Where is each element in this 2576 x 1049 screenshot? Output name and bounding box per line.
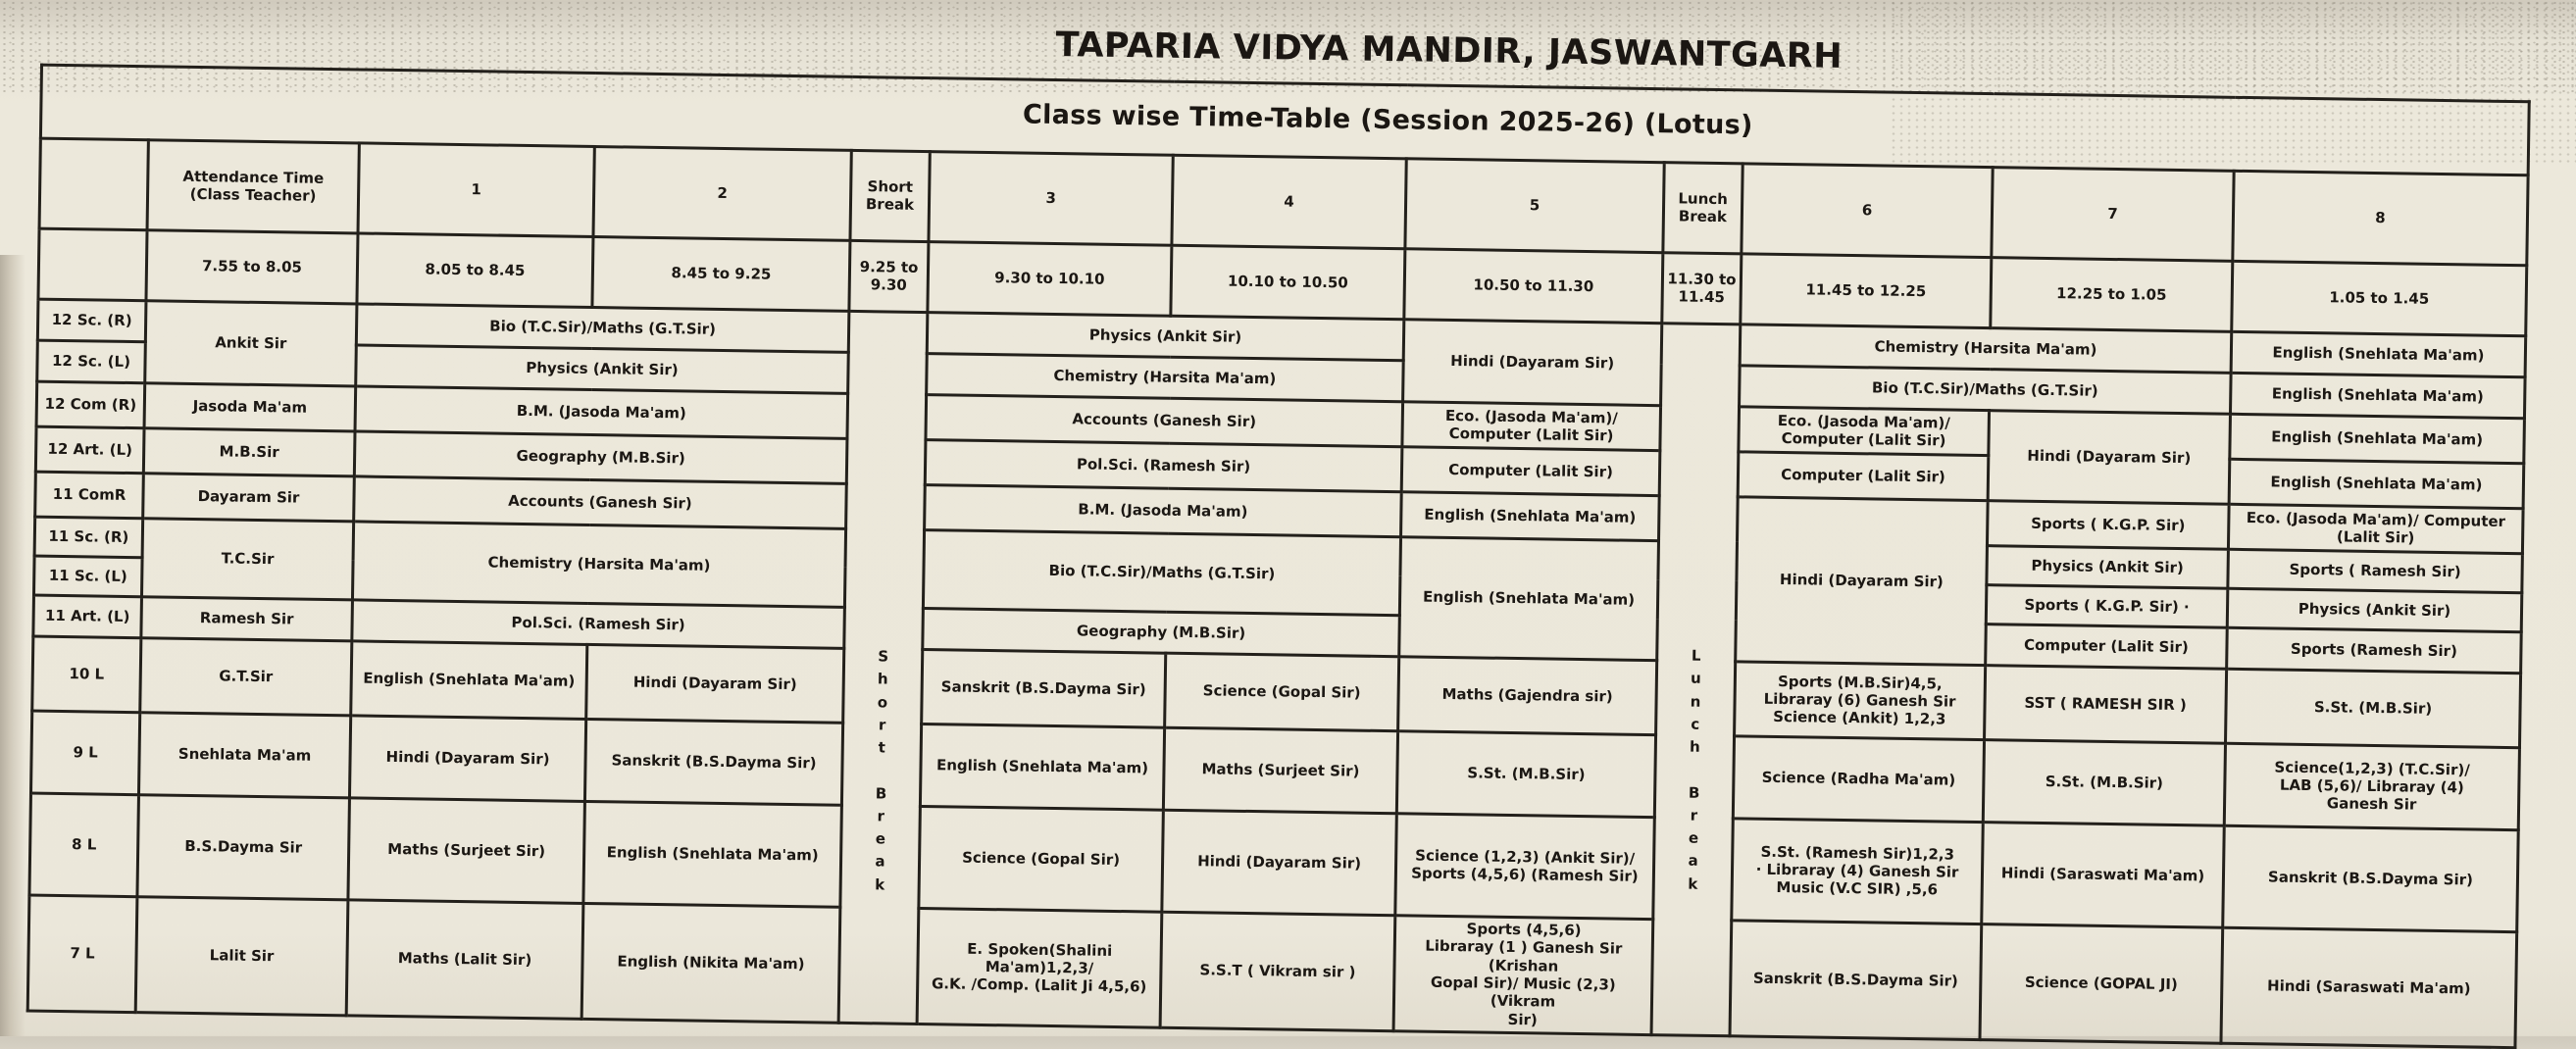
- teacher-cell: Dayaram Sir: [143, 473, 355, 521]
- lunch-break-column-text: L u n c h B r e a k: [1688, 646, 1701, 893]
- subject-cell: E. Spoken(Shalini Ma'am)1,2,3/ G.K. /Comp. (Lalit Ji 4,5,6): [917, 908, 1162, 1027]
- subject-cell: Science (Radha Ma'am): [1733, 735, 1984, 822]
- subject-cell: English (Snehlata Ma'am): [2229, 459, 2524, 508]
- subject-cell: Bio (T.C.Sir)/Maths (G.T.Sir): [1740, 365, 2232, 413]
- subject-cell: Science (1,2,3) (Ankit Sir)/ Sports (4,5,6) (Ramesh Sir): [1395, 813, 1655, 919]
- subject-cell: S.St. (M.B.Sir): [1983, 739, 2225, 825]
- subject-cell: Hindi (Dayaram Sir): [586, 644, 844, 723]
- class-label: 11 Sc. (R): [34, 517, 143, 558]
- subject-cell: Bio (T.C.Sir)/Maths (G.T.Sir): [923, 529, 1400, 615]
- timetable-body: [27, 299, 2525, 1048]
- short-break-column: [838, 311, 928, 1024]
- subject-cell: Sports (4,5,6) Libraray (1 ) Ganesh Sir (Krishan Gopal Sir)/ Music (2,3) (Vikram Sir): [1393, 915, 1653, 1034]
- period-header: 3: [929, 151, 1173, 245]
- teacher-cell: M.B.Sir: [143, 427, 355, 475]
- subject-cell: SST ( RAMESH SIR ): [1985, 665, 2227, 743]
- subject-cell: Hindi (Saraswati Ma'am): [2221, 927, 2517, 1047]
- school-title: TAPARIA VIDYA MANDIR, JASWANTGARH: [1055, 25, 1844, 76]
- subject-cell: Eco. (Jasoda Ma'am)/ Computer (Lalit Sir): [1402, 401, 1661, 450]
- lunch-break-header: Lunch Break: [1663, 162, 1743, 253]
- subject-cell: English (Snehlata Ma'am): [920, 724, 1164, 810]
- subject-cell: S.St. (Ramesh Sir)1,2,3 · Libraray (4) Ganesh Sir Music (V.C SIR) ,5,6: [1732, 818, 1984, 924]
- subject-cell: Sports (M.B.Sir)4,5, Libraray (6) Ganesh Sir Science (Ankit) 1,2,3: [1735, 661, 1986, 739]
- subject-cell: English (Nikita Ma'am): [581, 903, 840, 1023]
- subject-cell: Sports (Ramesh Sir): [2227, 627, 2522, 673]
- subject-cell: English (Snehlata Ma'am): [351, 640, 587, 719]
- subject-cell: Sports ( K.G.P. Sir) ·: [1986, 584, 2228, 627]
- subject-cell: Science (Gopal Sir): [919, 806, 1164, 912]
- time-cell: 8.45 to 9.25: [592, 236, 850, 311]
- subject-cell: Geography (M.B.Sir): [923, 608, 1400, 656]
- class-label: 10 L: [32, 636, 141, 713]
- period-header: 7: [1992, 167, 2234, 261]
- subject-cell: Hindi (Dayaram Sir): [1736, 496, 1988, 665]
- time-cell: 9.25 to 9.30: [849, 240, 929, 312]
- corner-cell: [39, 138, 148, 230]
- class-label: 11 Sc. (L): [34, 556, 143, 597]
- subject-cell: Sports ( K.G.P. Sir): [1987, 500, 2229, 549]
- attendance-header: Attendance Time (Class Teacher): [147, 139, 359, 232]
- subject-cell: Hindi (Dayaram Sir): [1988, 410, 2230, 504]
- time-cell: 1.05 to 1.45: [2232, 261, 2527, 335]
- teacher-cell: T.C.Sir: [141, 518, 353, 599]
- timetable-header: [38, 65, 2529, 335]
- class-label: 11 ComR: [35, 472, 144, 519]
- period-header: 2: [593, 146, 851, 240]
- subject-cell: English (Snehlata Ma'am): [583, 801, 842, 907]
- subject-cell: Hindi (Dayaram Sir): [349, 715, 585, 801]
- subject-cell: Hindi (Dayaram Sir): [1403, 319, 1662, 405]
- subject-cell: Accounts (Ganesh Sir): [354, 475, 847, 527]
- time-cell: 8.05 to 8.45: [357, 232, 593, 307]
- subject-cell: Sanskrit (B.S.Dayma Sir): [922, 649, 1166, 727]
- subject-cell: English (Snehlata Ma'am): [2231, 331, 2526, 376]
- subject-cell: Maths (Lalit Sir): [346, 899, 583, 1019]
- timetable: [26, 64, 2531, 1049]
- subject-cell: Maths (Gajendra sir): [1398, 656, 1657, 734]
- subject-cell: English (Snehlata Ma'am): [2230, 414, 2525, 463]
- subject-cell: Pol.Sci. (Ramesh Sir): [925, 439, 1402, 491]
- period-header: 6: [1742, 163, 1993, 257]
- timetable-subtitle: Class wise Time-Table (Session 2025-26) (Lotus): [40, 65, 2529, 175]
- period-header: 8: [2233, 171, 2528, 265]
- subject-cell: B.M. (Jasoda Ma'am): [355, 385, 848, 437]
- subject-cell: Sanskrit (B.S.Dayma Sir): [2223, 825, 2519, 931]
- subject-cell: Chemistry (Harsita Ma'am): [1740, 324, 2232, 372]
- subject-cell: S.St. (M.B.Sir): [2226, 669, 2521, 747]
- teacher-cell: Lalit Sir: [135, 896, 348, 1015]
- class-label: 12 Art. (L): [35, 426, 144, 474]
- subject-cell: Computer (Lalit Sir): [1738, 451, 1989, 500]
- subject-cell: S.S.T ( Vikram sir ): [1160, 912, 1395, 1031]
- class-label: 12 Sc. (L): [37, 340, 146, 383]
- subject-cell: Science(1,2,3) (T.C.Sir)/ LAB (5,6)/ Libraray (4) Ganesh Sir: [2224, 743, 2519, 829]
- subject-cell: Sanskrit (B.S.Dayma Sir): [1730, 920, 1982, 1039]
- teacher-cell: G.T.Sir: [140, 637, 352, 715]
- class-label: 9 L: [31, 711, 140, 795]
- teacher-cell: Ramesh Sir: [141, 596, 353, 640]
- lunch-break-column: [1651, 323, 1741, 1035]
- time-cell: 12.25 to 1.05: [1991, 257, 2233, 331]
- corner-cell: [38, 228, 147, 301]
- teacher-cell: B.S.Dayma Sir: [137, 794, 350, 899]
- time-cell: 11.30 to 11.45: [1662, 252, 1742, 324]
- subject-cell: Computer (Lalit Sir): [1986, 624, 2228, 669]
- subject-cell: English (Snehlata Ma'am): [2230, 373, 2525, 418]
- time-cell: 10.10 to 10.50: [1171, 245, 1405, 320]
- teacher-cell: Jasoda Ma'am: [144, 382, 356, 430]
- subject-cell: Physics (Ankit Sir): [927, 312, 1404, 360]
- class-label: 11 Art. (L): [33, 595, 142, 638]
- subject-cell: Physics (Ankit Sir): [2227, 588, 2522, 631]
- subject-cell: English (Snehlata Ma'am): [1399, 536, 1659, 660]
- subject-cell: Physics (Ankit Sir): [356, 344, 849, 392]
- teacher-cell: Snehlata Ma'am: [138, 712, 350, 797]
- subject-cell: B.M. (Jasoda Ma'am): [925, 484, 1402, 536]
- period-header: 1: [358, 142, 594, 236]
- subject-cell: Chemistry (Harsita Ma'am): [927, 353, 1404, 401]
- subject-cell: Geography (M.B.Sir): [354, 430, 847, 482]
- short-break-header: Short Break: [850, 150, 930, 241]
- period-header: 5: [1405, 158, 1664, 252]
- class-label: 7 L: [27, 895, 137, 1013]
- subject-cell: Hindi (Dayaram Sir): [1162, 810, 1397, 916]
- short-break-column-text: S h o r t B r e a k: [875, 647, 889, 894]
- subject-cell: Sports ( Ramesh Sir): [2228, 549, 2523, 592]
- subject-cell: Science (Gopal Sir): [1165, 653, 1399, 731]
- subject-cell: Bio (T.C.Sir)/Maths (G.T.Sir): [356, 303, 849, 351]
- subject-cell: Chemistry (Harsita Ma'am): [352, 521, 845, 606]
- time-cell: 9.30 to 10.10: [928, 241, 1172, 316]
- time-cell: 11.45 to 12.25: [1741, 253, 1992, 327]
- time-cell: 7.55 to 8.05: [146, 229, 358, 303]
- class-label: 12 Sc. (R): [37, 299, 146, 342]
- subject-cell: S.St. (M.B.Sir): [1396, 730, 1655, 817]
- subject-cell: Eco. (Jasoda Ma'am)/ Computer (Lalit Sir): [2228, 504, 2523, 553]
- subject-cell: Sanskrit (B.S.Dayma Sir): [584, 719, 842, 805]
- period-header: 4: [1172, 155, 1406, 249]
- subject-cell: Pol.Sci. (Ramesh Sir): [352, 599, 845, 647]
- subject-cell: Eco. (Jasoda Ma'am)/ Computer (Lalit Sir): [1739, 406, 1990, 455]
- subject-cell: English (Snehlata Ma'am): [1401, 491, 1660, 540]
- subject-cell: Maths (Surjeet Sir): [348, 797, 585, 903]
- subject-cell: Maths (Surjeet Sir): [1163, 727, 1397, 814]
- subject-cell: Hindi (Saraswati Ma'am): [1982, 822, 2225, 927]
- subject-cell: Physics (Ankit Sir): [1987, 545, 2229, 588]
- teacher-cell: Ankit Sir: [145, 300, 357, 385]
- time-cell: 10.50 to 11.30: [1404, 248, 1663, 323]
- subject-cell: Accounts (Ganesh Sir): [926, 394, 1403, 446]
- class-label: 12 Com (R): [36, 381, 145, 428]
- subject-cell: Science (GOPAL JI): [1980, 924, 2223, 1043]
- class-label: 8 L: [29, 793, 139, 897]
- subject-cell: Computer (Lalit Sir): [1401, 446, 1660, 495]
